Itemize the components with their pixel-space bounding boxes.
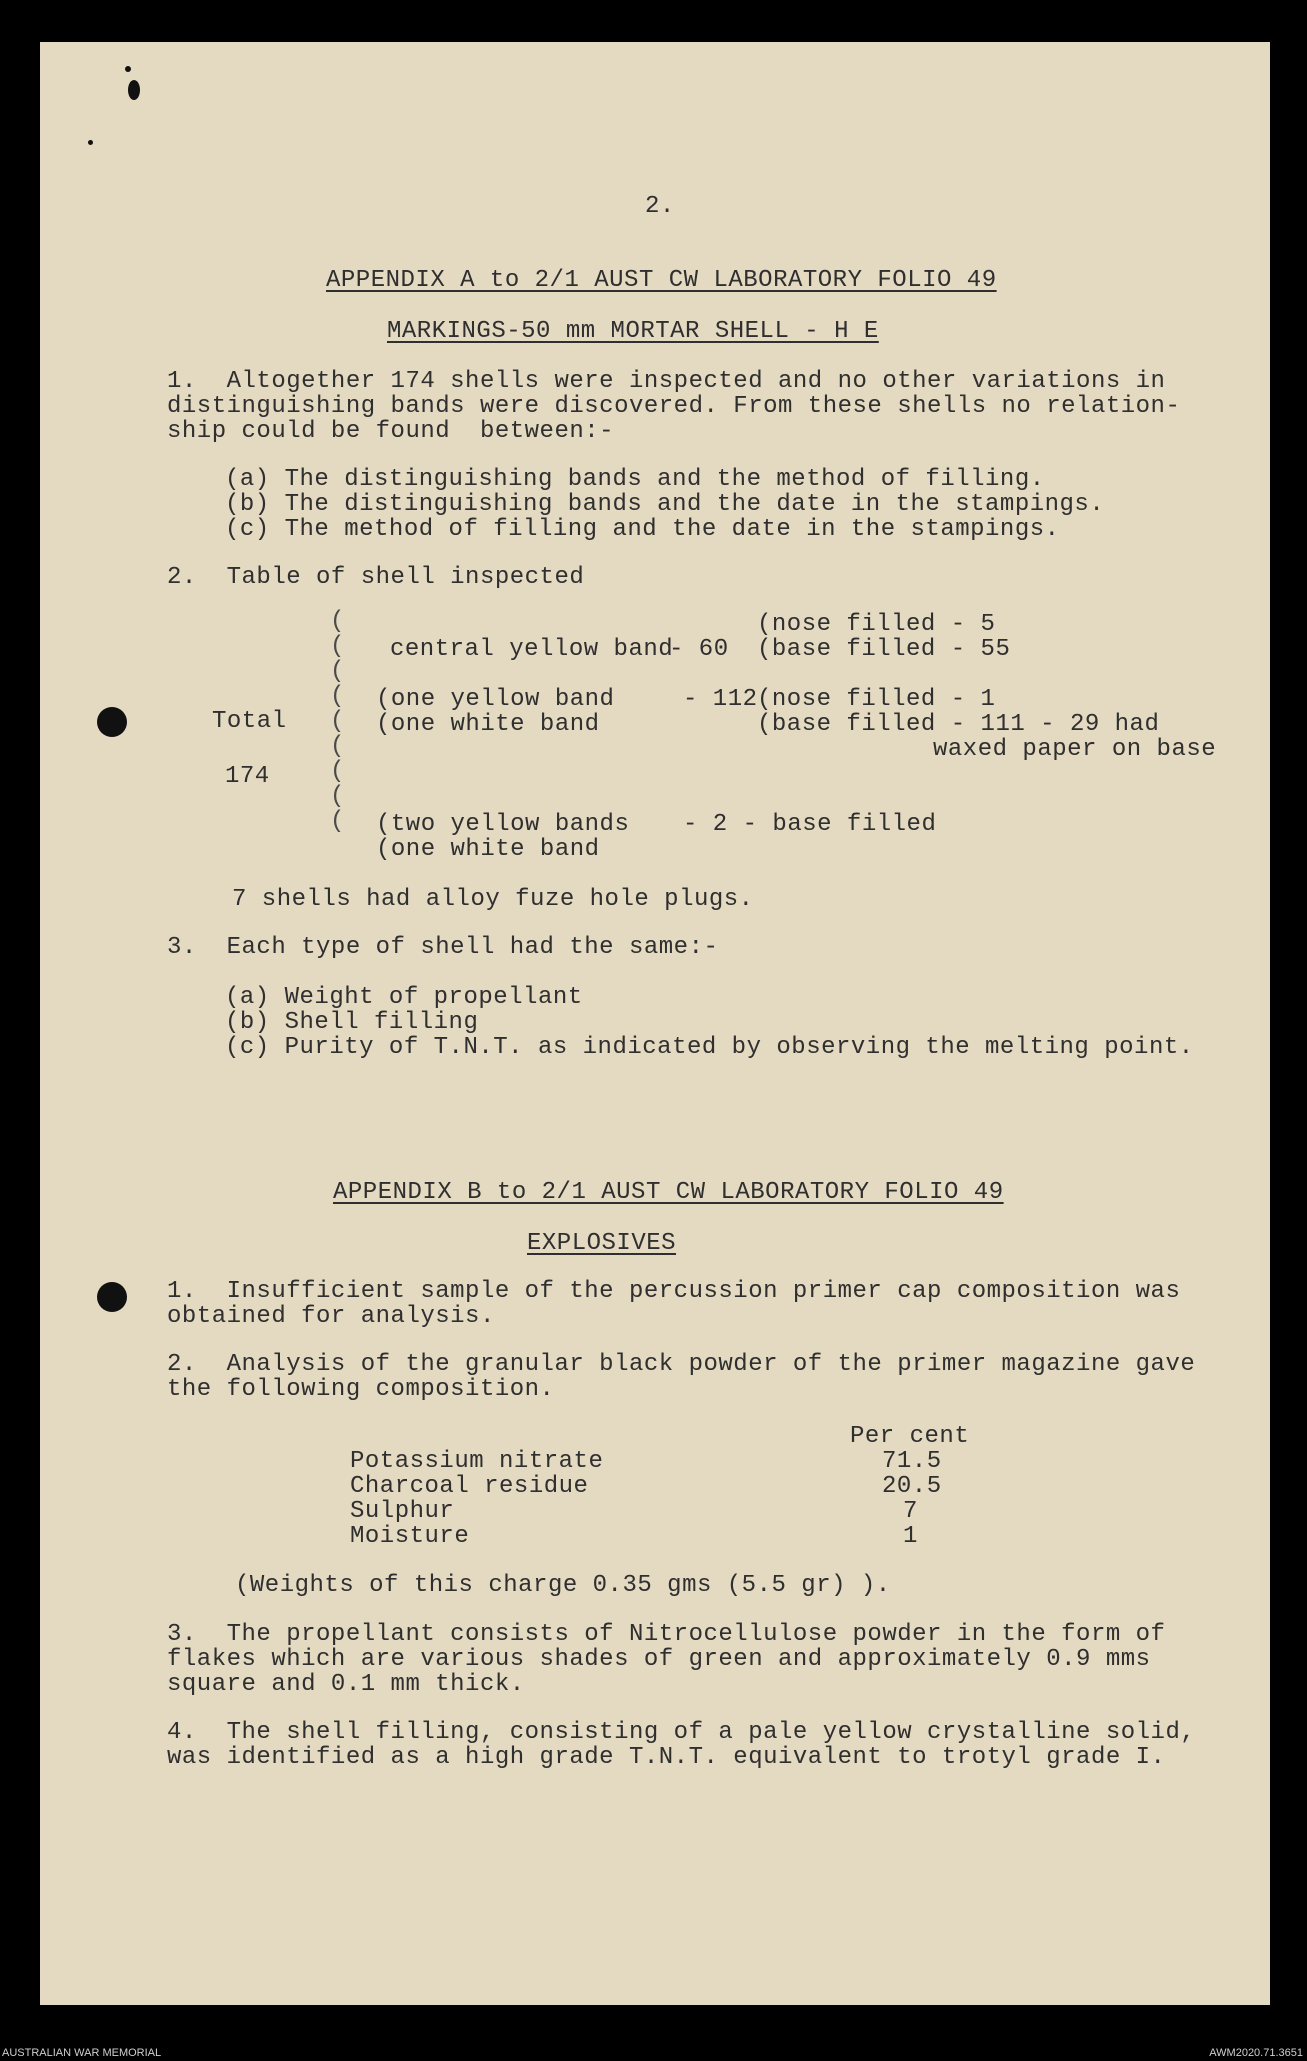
paragraph-line: distinguishing bands were discovered. From these shells no relation- (167, 393, 1181, 420)
ink-dot (88, 140, 93, 145)
composition-name: Potassium nitrate (350, 1448, 604, 1475)
ink-mark (128, 80, 140, 100)
composition-value: 7 (903, 1498, 918, 1525)
table-row-1-base: (base filled - 55 (757, 636, 1011, 663)
table-row-1-count: - 60 (669, 636, 729, 663)
list-item: (c) Purity of T.N.T. as indicated by observing the melting point. (225, 1034, 1194, 1061)
weights-note: (Weights of this charge 0.35 gms (5.5 gr) ). (235, 1572, 891, 1599)
paragraph-line: was identified as a high grade T.N.T. equivalent to trotyl grade I. (167, 1744, 1166, 1771)
table-total-label: Total (212, 708, 287, 735)
punch-hole (97, 1282, 127, 1312)
list-item: (c) The method of filling and the date in the stampings. (225, 516, 1060, 543)
page-number: 2. (645, 193, 675, 220)
paragraph-line: 2. Table of shell inspected (167, 564, 585, 591)
table-row-2-note: waxed paper on base (933, 736, 1217, 763)
paragraph-line: ship could be found between:- (167, 418, 615, 445)
list-item: (b) The distinguishing bands and the date in the stampings. (225, 491, 1105, 518)
table-row-1-nose: (nose filled - 5 (757, 611, 996, 638)
appendix-b-title: APPENDIX B to 2/1 AUST CW LABORATORY FOLIO 49 (333, 1179, 1004, 1206)
table-row-1-label: central yellow band (390, 636, 674, 663)
paragraph-line: 4. The shell filling, consisting of a pale yellow crystalline solid, (167, 1719, 1196, 1746)
paragraph-line: square and 0.1 mm thick. (167, 1671, 525, 1698)
list-item: (b) Shell filling (225, 1009, 479, 1036)
table-total-value: 174 (225, 763, 270, 790)
table-row-2-base: (base filled - 111 - 29 had (757, 711, 1160, 738)
composition-name: Charcoal residue (350, 1473, 589, 1500)
paragraph-line: flakes which are various shades of green and approximately 0.9 mms (167, 1646, 1151, 1673)
list-item: (a) The distinguishing bands and the method of filling. (225, 466, 1045, 493)
paragraph-line: obtained for analysis. (167, 1303, 495, 1330)
table-row-3-label: (one white band (376, 836, 600, 863)
document-page (40, 42, 1270, 2005)
paragraph-line: 1. Insufficient sample of the percussion primer cap composition was (167, 1278, 1181, 1305)
appendix-b-subtitle: EXPLOSIVES (527, 1230, 677, 1257)
appendix-a-title: APPENDIX A to 2/1 AUST CW LABORATORY FOLIO 49 (326, 267, 997, 294)
appendix-a-subtitle: MARKINGS-50 mm MORTAR SHELL - H E (387, 318, 879, 345)
composition-name: Moisture (350, 1523, 470, 1550)
paragraph-line: the following composition. (167, 1376, 555, 1403)
alloy-note: 7 shells had alloy fuze hole plugs. (232, 886, 754, 913)
composition-header: Per cent (850, 1423, 970, 1450)
punch-hole (97, 707, 127, 737)
composition-name: Sulphur (350, 1498, 455, 1525)
table-row-3-detail: - 2 - base filled (683, 811, 937, 838)
large-brace: ( ( ( ( ( ( ( ( ( (330, 608, 345, 835)
footer-left: AUSTRALIAN WAR MEMORIAL (2, 2047, 162, 2059)
list-item: (a) Weight of propellant (225, 984, 583, 1011)
composition-value: 1 (903, 1523, 918, 1550)
ink-dot (125, 66, 131, 72)
table-row-2-count: - 112 (683, 686, 758, 713)
table-row-3-label: (two yellow bands (376, 811, 630, 838)
table-row-2-label: (one yellow band (376, 686, 615, 713)
paragraph-line: 1. Altogether 174 shells were inspected and no other variations in (167, 368, 1166, 395)
table-row-2-nose: (nose filled - 1 (757, 686, 996, 713)
composition-value: 20.5 (882, 1473, 942, 1500)
paragraph-line: 3. The propellant consists of Nitrocellulose powder in the form of (167, 1621, 1166, 1648)
footer-right: AWM2020.71.3651 (1209, 2047, 1303, 2059)
paragraph-line: 2. Analysis of the granular black powder of the primer magazine gave (167, 1351, 1196, 1378)
paragraph-line: 3. Each type of shell had the same:- (167, 934, 719, 961)
composition-value: 71.5 (882, 1448, 942, 1475)
table-row-2-label: (one white band (376, 711, 600, 738)
